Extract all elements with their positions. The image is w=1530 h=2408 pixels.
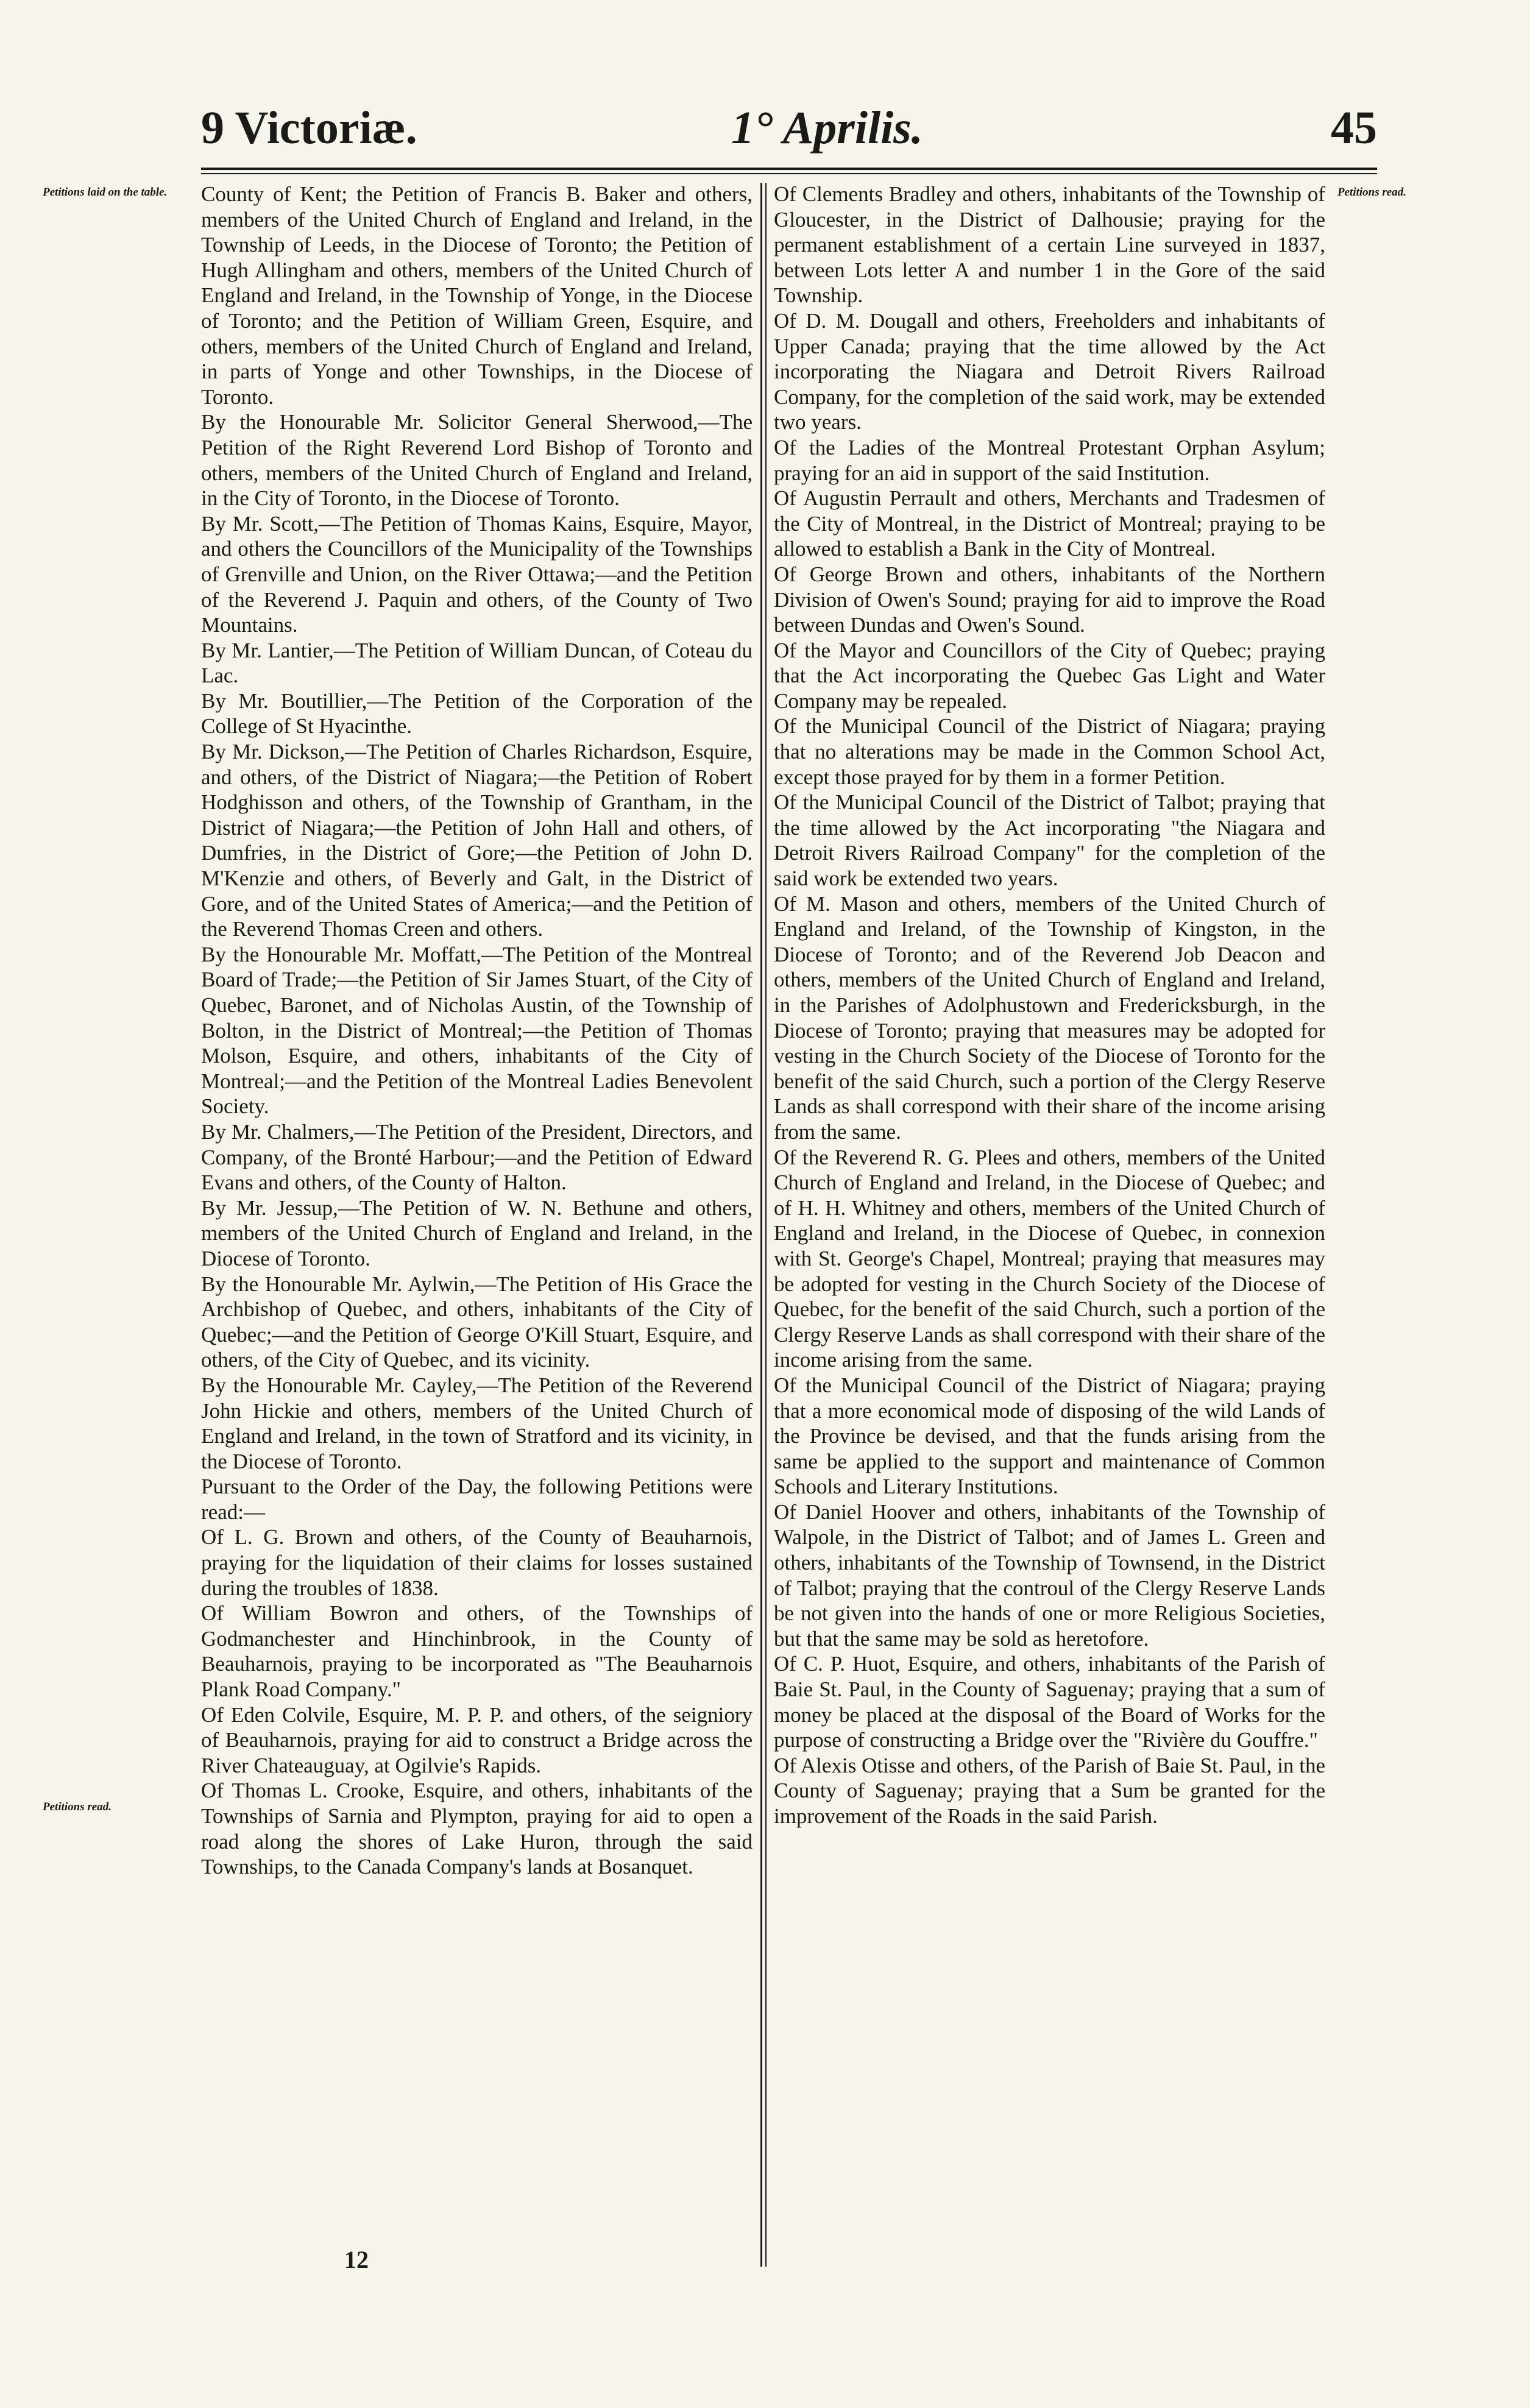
page-number: 45 xyxy=(1331,102,1377,154)
header-date: 1° Aprilis. xyxy=(731,102,923,154)
margin-note-petitions-laid: Petitions laid on the table. xyxy=(43,186,168,199)
header-regnal-year: 9 Victoriæ. xyxy=(201,102,417,154)
left-column-text: County of Kent; the Petition of Francis B. Baker and others, members of the United Church of England and Ireland, in the Township of Leeds, in the Diocese of Toronto; the Petition of Hugh Allingham and others, members of the United Church of England and Ireland, in the Township of Yonge, in the Diocese of Toronto; and the Petition of William Green, Esquire, and others, members of the United Church of England and Ireland, in parts of Yonge and other Townships, in the Diocese of Toronto. By the Honourable Mr. Solicitor General Sherwood,—The Petition of the Right Reverend Lord Bishop of Toronto and others, members of the United Church of England and Ireland, in the City of Toronto, in the Diocese of Toronto. By Mr. Scott,—The Petition of Thomas Kains, Esquire, Mayor, and others the Councillors of the Municipality of the Townships of Grenville and Union, on the River Ottawa;—and the Petition of the Reverend J. Paquin and others, of the County of Two Mountains. By Mr. Lantier,—The Petition of William Duncan, of Coteau du Lac. By Mr. Boutillier,—The Petition of the Corporation of the College of St Hyacinthe. By Mr. Dickson,—The Petition of Charles Richardson, Esquire, and others, of the District of Niagara;—the Petition of Robert Hodghisson and others, of the Township of Grantham, in the District of Niagara;—the Petition of John Hall and others, of Dumfries, in the District of Gore;—the Petition of John D. M'Kenzie and others, of Beverly and Galt, in the District of Gore, and of the United States of America;—and the Petition of the Reverend Thomas Creen and others. By the Honourable Mr. Moffatt,—The Petition of the Montreal Board of Trade;—the Petition of Sir James Stuart, of the City of Quebec, Baronet, and of Nicholas Austin, of the Township of Bolton, in the District of Montreal;—the Petition of Thomas Molson, Esquire, and others, inhabitants of the City of Montreal;—and the Petition of the Montreal Ladies Benevolent Society. By Mr. Chalmers,—The Petition of the President, Directors, and Company, of the Bronté Harbour;—and the Petition of Edward Evans and others, of the County of Halton. By Mr. Jessup,—The Petition of W. N. Bethune and others, members of the United Church of England and Ireland, in the Diocese of Toronto. By the Honourable Mr. Aylwin,—The Petition of His Grace the Archbishop of Quebec, and others, inhabitants of the City of Quebec;—and the Petition of George O'Kill Stuart, Esquire, and others, of the City of Quebec, and its vicinity. By the Honourable Mr. Cayley,—The Petition of the Reverend John Hickie and others, members of the United Church of England and Ireland, in the town of Stratford and its vicinity, in the Diocese of Toronto. Pursuant to the Order of the Day, the following Petitions were read:— Of L. G. Brown and others, of the County of Beauharnois, praying for the liquidation of their claims for losses sustained during the troubles of 1838. Of William Bowron and others, of the Townships of Godmanchester and Hinchinbrook, in the County of Beauharnois, praying to be incorporated as "The Beauharnois Plank Road Company." Of Eden Colvile, Esquire, M. P. P. and others, of the seigniory of Beauharnois, praying for aid to construct a Bridge across the River Chateauguay, at Ogilvie's Rapids. Of Thomas L. Crooke, Esquire, and others, inhabitants of the Townships of Sarnia and Plympton, praying for aid to open a road along the shores of Lake Huron, through the said Townships, to the Canada Company's lands at Bosanquet. xyxy=(201,182,753,1879)
running-header xyxy=(201,97,1377,165)
margin-note-petitions-read-left: Petitions read. xyxy=(43,1801,112,1813)
column-divider xyxy=(760,183,762,2267)
column-divider-secondary xyxy=(765,183,767,2267)
header-rule-thin xyxy=(201,173,1377,174)
margin-note-petitions-read-right: Petitions read. xyxy=(1337,186,1406,199)
header-rule xyxy=(201,168,1377,170)
right-column-text: Of Clements Bradley and others, inhabitants of the Township of Gloucester, in the District of Dalhousie; praying for the permanent establishment of a certain Line surveyed in 1837, between Lots letter A and number 1 in the Gore of the said Township. Of D. M. Dougall and others, Freeholders and inhabitants of Upper Canada; praying that the time allowed by the Act incorporating the Niagara and Detroit Rivers Railroad Company, for the completion of the said work, may be extended two years. Of the Ladies of the Montreal Protestant Orphan Asylum; praying for an aid in support of the said Institution. Of Augustin Perrault and others, Merchants and Tradesmen of the City of Montreal, in the District of Montreal; praying to be allowed to establish a Bank in the City of Montreal. Of George Brown and others, inhabitants of the Northern Division of Owen's Sound; praying for aid to improve the Road between Dundas and Owen's Sound. Of the Mayor and Councillors of the City of Quebec; praying that the Act incorporating the Quebec Gas Light and Water Company may be repealed. Of the Municipal Council of the District of Niagara; praying that no alterations may be made in the Common School Act, except those prayed for by them in a former Petition. Of the Municipal Council of the District of Talbot; praying that the time allowed by the Act incorporating "the Niagara and Detroit Rivers Railroad Company" for the completion of the said work be extended two years. Of M. Mason and others, members of the United Church of England and Ireland, of the Township of Kingston, in the Diocese of Toronto; and of the Reverend Job Deacon and others, members of the United Church of England and Ireland, in the Parishes of Adolphustown and Fredericksburgh, in the Diocese of Toronto; praying that measures may be adopted for vesting in the Church Society of the Diocese of Toronto for the benefit of the said Church, such a portion of the Clergy Reserve Lands as shall correspond with their share of the income arising from the same. Of the Reverend R. G. Plees and others, members of the United Church of England and Ireland, in the Diocese of Quebec; and of H. H. Whitney and others, members of the United Church of England and Ireland, in the Diocese of Quebec, in connexion with St. George's Chapel, Montreal; praying that measures may be adopted for vesting in the Church Society of the Diocese of Quebec, for the benefit of the said Church, such a portion of the Clergy Reserve Lands as shall correspond with their share of the income arising from the same. Of the Municipal Council of the District of Niagara; praying that a more economical mode of disposing of the wild Lands of the Province be devised, and that the funds arising from the same be applied to the support and maintenance of Common Schools and Literary Institutions. Of Daniel Hoover and others, inhabitants of the Township of Walpole, in the District of Talbot; and of James L. Green and others, inhabitants of the Township of Townsend, in the District of Talbot; praying that the controul of the Clergy Reserve Lands be not given into the hands of one or more Religious Societies, but that the same may be sold as heretofore. Of C. P. Huot, Esquire, and others, inhabitants of the Parish of Baie St. Paul, in the County of Saguenay; praying that a sum of money be placed at the disposal of the Board of Works for the purpose of constructing a Bridge over the "Rivière du Gouffre." Of Alexis Otisse and others, of the Parish of Baie St. Paul, in the County of Saguenay; praying that a Sum be granted for the improvement of the Roads in the said Parish. xyxy=(774,182,1325,1828)
signature-mark: 12 xyxy=(344,2246,369,2273)
